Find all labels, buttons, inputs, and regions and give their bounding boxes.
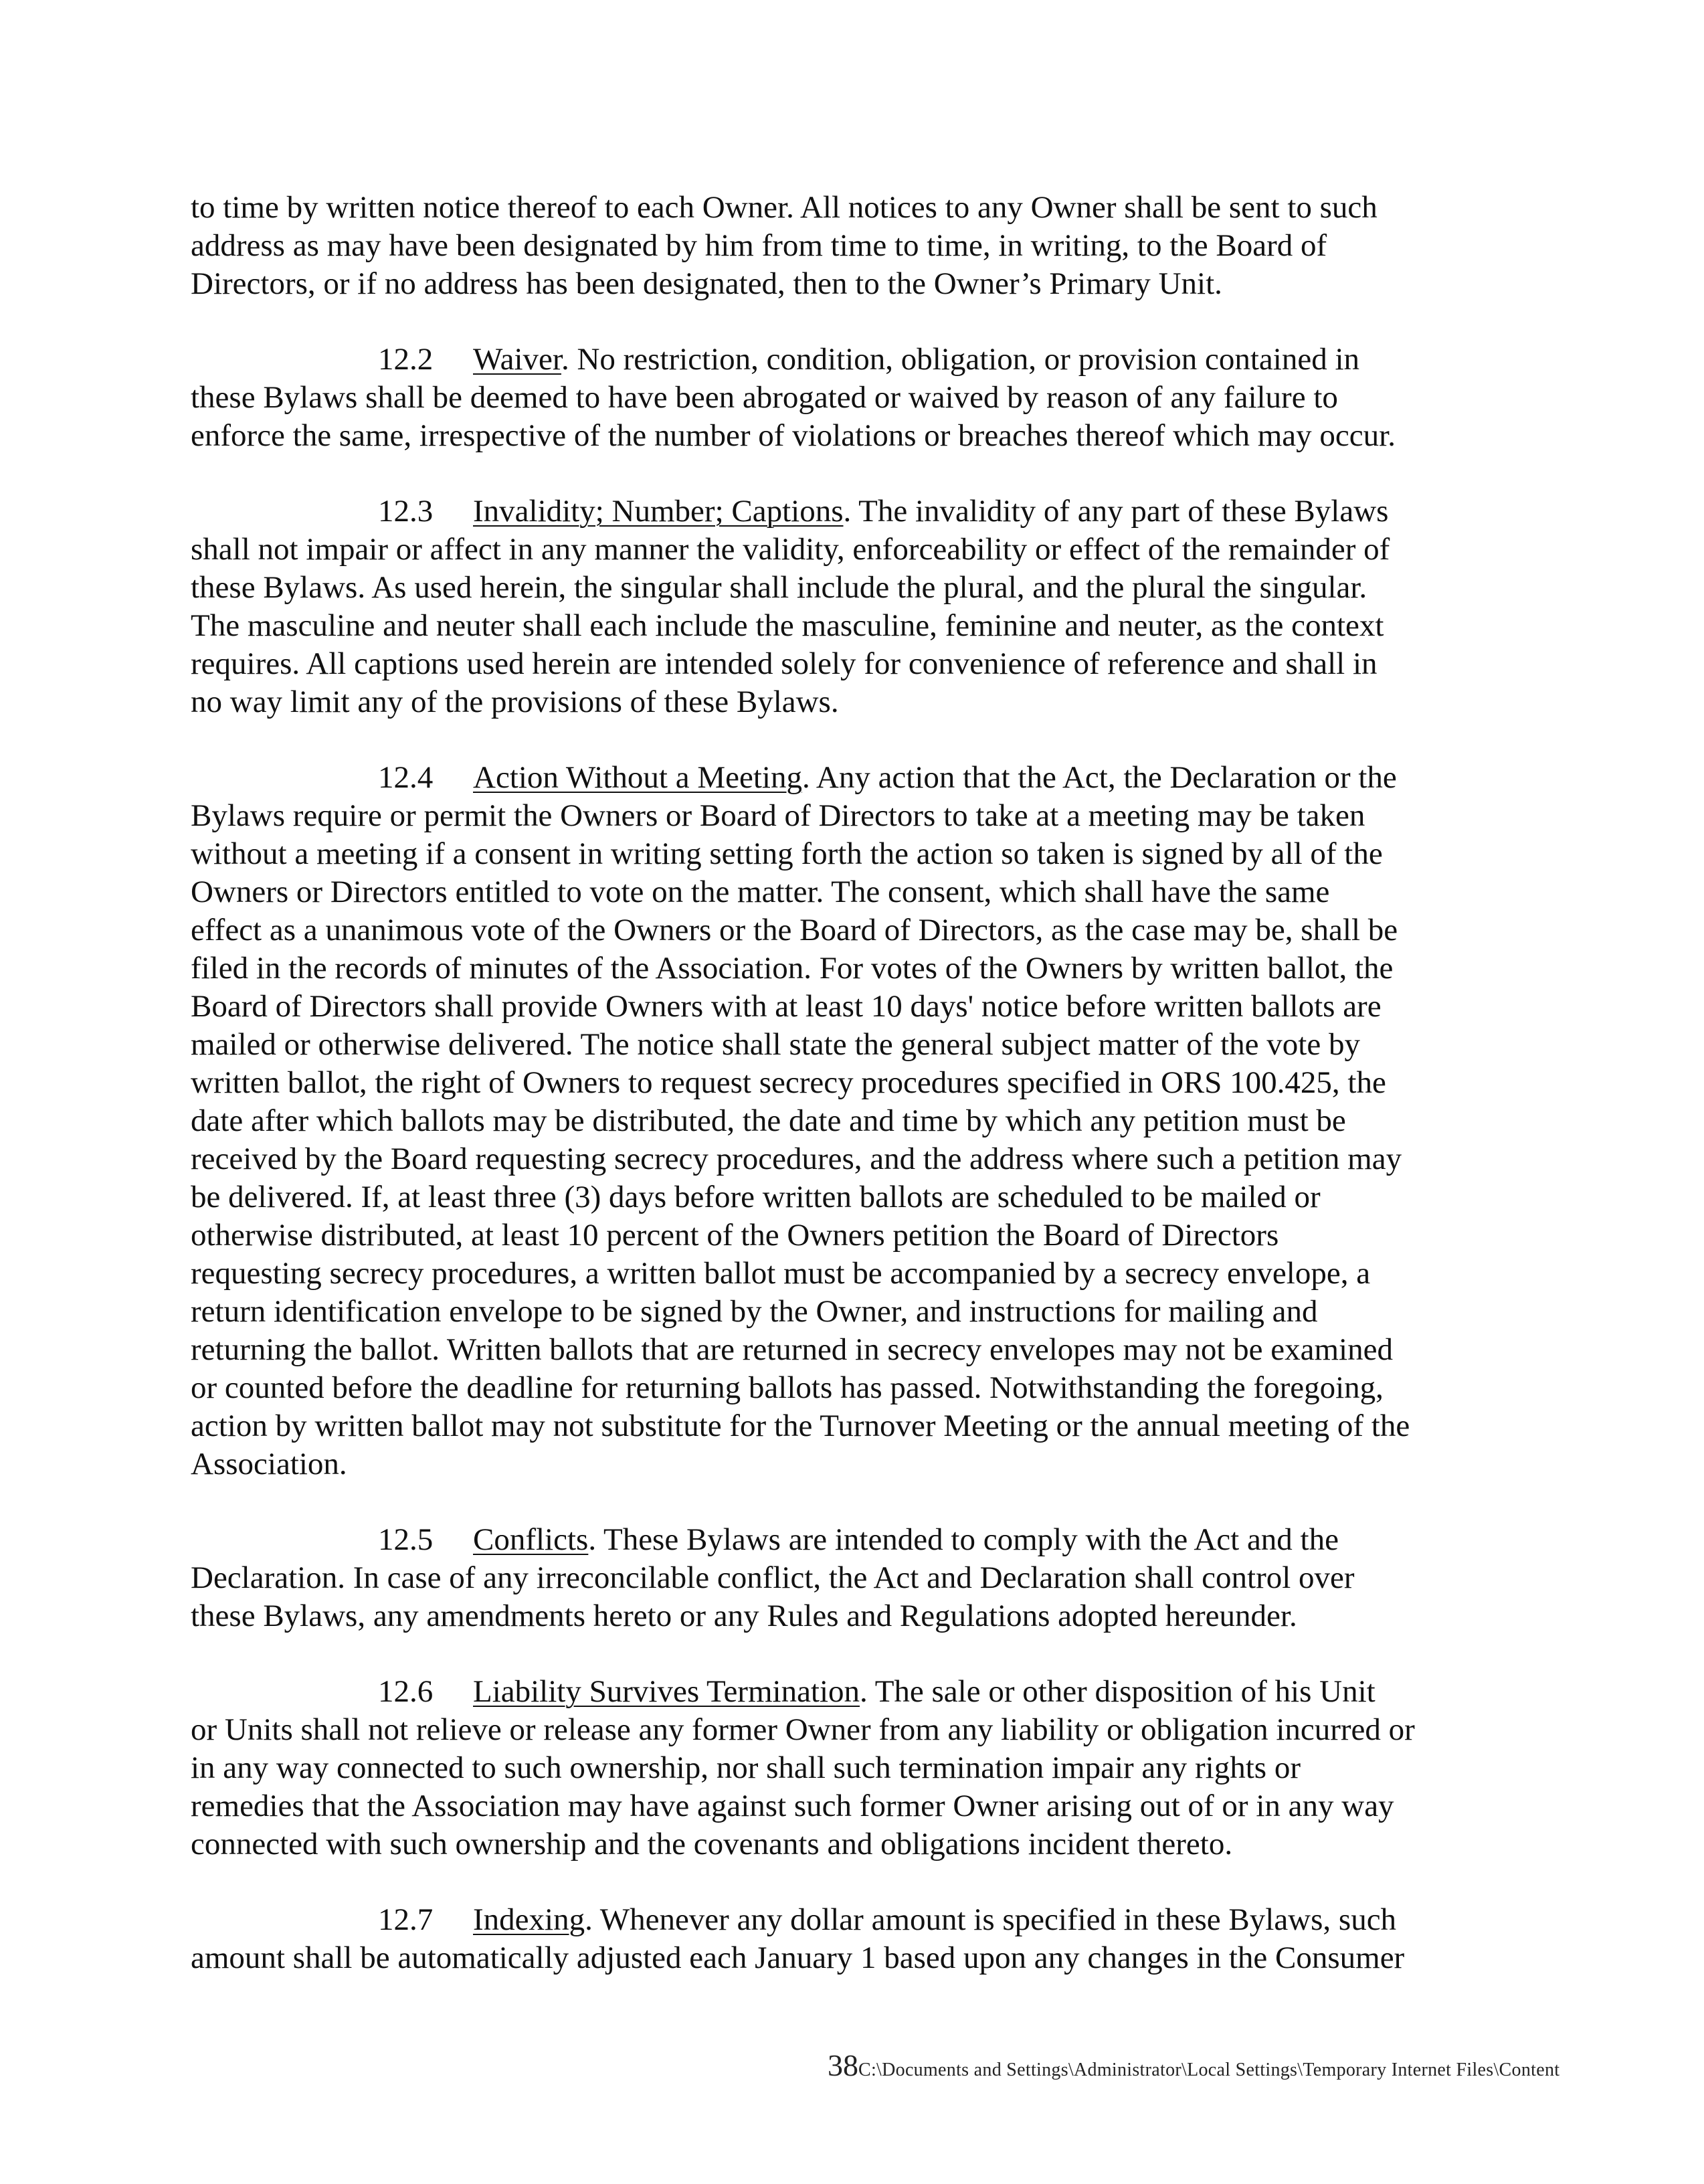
- text-line: return identification envelope to be signed by the Owner, and instructions for mailing and: [191, 1294, 1318, 1329]
- text-line: to time by written notice thereof to each Owner. All notices to any Owner shall be sent to such: [191, 190, 1378, 225]
- text-line: these Bylaws, any amendments hereto or any Rules and Regulations adopted hereunder.: [191, 1599, 1297, 1633]
- text-line: without a meeting if a consent in writing setting forth the action so taken is signed by all of the: [191, 836, 1383, 871]
- page-number: 38: [828, 2048, 858, 2082]
- section-caption: Waiver: [473, 342, 561, 377]
- section-12-2: [191, 341, 1515, 455]
- section-caption: Indexing: [473, 1902, 585, 1937]
- text-line: filed in the records of minutes of the Association. For votes of the Owners by written ballot, the: [191, 951, 1394, 986]
- text-line: requesting secrecy procedures, a written ballot must be accompanied by a secrecy envelope, a: [191, 1256, 1371, 1291]
- section-12-7: [191, 1901, 1515, 1977]
- page-footer: [828, 2047, 1559, 2083]
- text-line: [191, 341, 1515, 379]
- text-line: Board of Directors shall provide Owners with at least 10 days' notice before written ballots are: [191, 989, 1382, 1024]
- section-caption: Liability Survives Termination: [473, 1674, 860, 1709]
- section-12-3: [191, 492, 1515, 721]
- text-line: Association.: [191, 1447, 347, 1481]
- text-line: returning the ballot. Written ballots that are returned in secrecy envelopes may not be examined: [191, 1332, 1393, 1367]
- text-line: received by the Board requesting secrecy procedures, and the address where such a petition may: [191, 1142, 1402, 1176]
- text-line: Owners or Directors entitled to vote on the matter. The consent, which shall have the same: [191, 875, 1330, 909]
- section-number: 12.2: [378, 342, 434, 377]
- text-line: enforce the same, irrespective of the number of violations or breaches thereof which may occur.: [191, 418, 1396, 453]
- text-line: be delivered. If, at least three (3) days before written ballots are scheduled to be mailed or: [191, 1180, 1321, 1214]
- section-number: 12.4: [378, 760, 434, 795]
- footer-file-path: C:\Documents and Settings\Administrator\Local Settings\Temporary Internet Files\Content: [858, 2060, 1560, 2080]
- text-line: Declaration. In case of any irreconcilable conflict, the Act and Declaration shall control over: [191, 1560, 1355, 1595]
- text-line: written ballot, the right of Owners to request secrecy procedures specified in ORS 100.425, the: [191, 1065, 1386, 1100]
- section-12-4: [191, 759, 1515, 1483]
- text-line: [191, 492, 1515, 531]
- text-line: action by written ballot may not substitute for the Turnover Meeting or the annual meeting of the: [191, 1408, 1410, 1443]
- text-line: The masculine and neuter shall each include the masculine, feminine and neuter, as the context: [191, 608, 1384, 643]
- section-caption: Action Without a Meeting: [473, 760, 802, 795]
- section-number: 12.3: [378, 494, 434, 529]
- text-line: remedies that the Association may have against such former Owner arising out of or in any way: [191, 1789, 1394, 1823]
- text-line: requires. All captions used herein are intended solely for convenience of reference and shall in: [191, 646, 1378, 681]
- section-number: 12.6: [378, 1674, 434, 1709]
- section-12-5: [191, 1521, 1515, 1635]
- section-caption: Invalidity; Number; Captions: [473, 494, 844, 529]
- text-line: effect as a unanimous vote of the Owners or the Board of Directors, as the case may be, shall be: [191, 913, 1398, 947]
- text-line: these Bylaws. As used herein, the singular shall include the plural, and the plural the singular.: [191, 570, 1367, 605]
- section-first-line-text: . These Bylaws are intended to comply with the Act and the: [588, 1522, 1339, 1557]
- text-line: amount shall be automatically adjusted each January 1 based upon any changes in the Consumer: [191, 1940, 1405, 1975]
- document-body: [191, 189, 1515, 2015]
- section-first-line-text: . The invalidity of any part of these Bylaws: [843, 494, 1389, 529]
- section-caption: Conflicts: [473, 1522, 589, 1557]
- section-first-line-text: . Any action that the Act, the Declaration or the: [801, 760, 1397, 795]
- section-first-line-text: . The sale or other disposition of his Unit: [860, 1674, 1376, 1709]
- text-line: [191, 1901, 1515, 1939]
- section-number: 12.7: [378, 1902, 434, 1937]
- section-first-line-text: . Whenever any dollar amount is specified in these Bylaws, such: [585, 1902, 1397, 1937]
- section-12-6: [191, 1673, 1515, 1863]
- text-line: Directors, or if no address has been designated, then to the Owner’s Primary Unit.: [191, 266, 1222, 301]
- section-number: 12.5: [378, 1522, 434, 1557]
- text-line: shall not impair or affect in any manner the validity, enforceability or effect of the remainder of: [191, 532, 1390, 567]
- text-line: mailed or otherwise delivered. The notice shall state the general subject matter of the vote by: [191, 1027, 1360, 1062]
- section-first-line-text: . No restriction, condition, obligation, or provision contained in: [561, 342, 1360, 377]
- text-line: these Bylaws shall be deemed to have been abrogated or waived by reason of any failure to: [191, 380, 1338, 415]
- text-line: date after which ballots may be distributed, the date and time by which any petition must be: [191, 1103, 1346, 1138]
- text-line: in any way connected to such ownership, nor shall such termination impair any rights or: [191, 1750, 1301, 1785]
- paragraph-continuation: [191, 189, 1515, 303]
- text-line: or counted before the deadline for returning ballots has passed. Notwithstanding the foregoing,: [191, 1370, 1384, 1405]
- text-line: [191, 759, 1515, 797]
- text-line: or Units shall not relieve or release any former Owner from any liability or obligation incurred or: [191, 1712, 1415, 1747]
- text-line: [191, 1673, 1515, 1711]
- text-line: address as may have been designated by him from time to time, in writing, to the Board of: [191, 228, 1327, 263]
- text-line: Bylaws require or permit the Owners or Board of Directors to take at a meeting may be taken: [191, 798, 1365, 833]
- text-line: no way limit any of the provisions of these Bylaws.: [191, 685, 839, 719]
- text-line: [191, 1521, 1515, 1559]
- text-line: otherwise distributed, at least 10 percent of the Owners petition the Board of Directors: [191, 1218, 1279, 1253]
- text-line: connected with such ownership and the covenants and obligations incident thereto.: [191, 1827, 1233, 1861]
